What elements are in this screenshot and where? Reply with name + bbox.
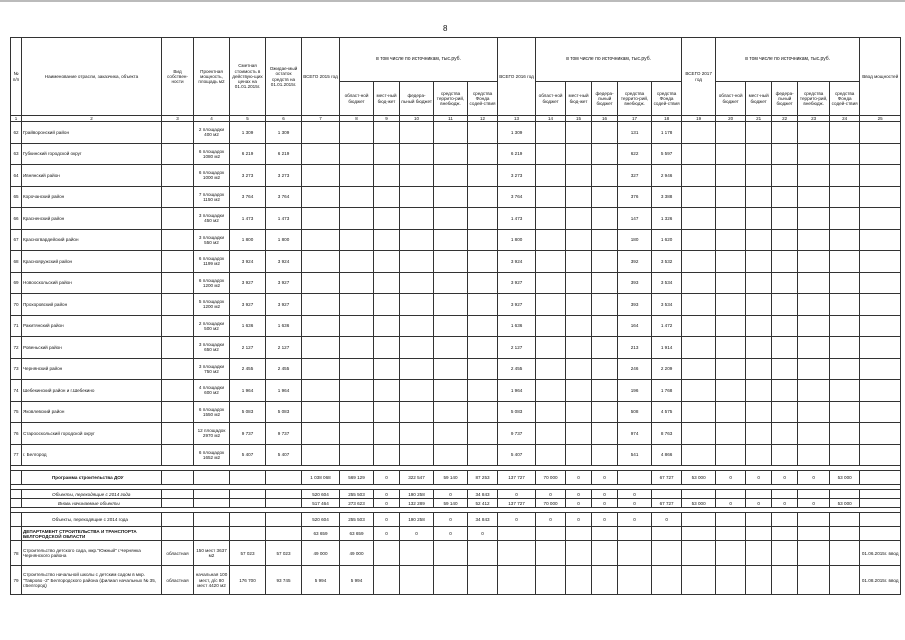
- cell-n: 74: [11, 380, 22, 402]
- column-index-cell: 5: [230, 116, 266, 122]
- cell-t16: 2 127: [498, 337, 536, 359]
- table-row: [11, 444, 901, 466]
- cell-rest: 9 737: [266, 423, 302, 445]
- cell-rest: 1 309: [266, 122, 302, 144]
- cell-tr16: 541: [618, 444, 652, 466]
- hdr-name: Наименование отрасли, заказчика, объекта: [22, 38, 162, 116]
- column-index-cell: 23: [798, 116, 830, 122]
- cell-name: Грайворонский район: [22, 122, 162, 144]
- hdr-sources-2015: в том числе по источникам, тыс.руб.: [340, 38, 498, 82]
- cell-cost: 1 800: [230, 229, 266, 251]
- cell-name: Яковлевский район: [22, 401, 162, 423]
- column-index-cell: 17: [618, 116, 652, 122]
- cell-tr16: 508: [618, 401, 652, 423]
- cell-cost: 3 273: [230, 165, 266, 187]
- cell-cap: 3 площадки 750 м2: [194, 358, 230, 380]
- table-row: [11, 380, 901, 402]
- column-index-cell: 15: [566, 116, 592, 122]
- cell-name: Краснояружский район: [22, 251, 162, 273]
- column-index-cell: 1: [11, 116, 22, 122]
- hdr-cost: Сметная стоимость в действую-щих ценах на 01.01.2015г.: [230, 38, 266, 116]
- summary-transitional-row: Объекты, переходящие с 2014 года 520 604 255 503 0 190 258 0 34 843 0 0 0 0 0: [11, 490, 901, 499]
- cell-fs16: 3 534: [652, 272, 682, 294]
- cell-fs16: 1 620: [652, 229, 682, 251]
- cell-cap: 3 площадки 450 м2: [194, 208, 230, 230]
- table-row: [11, 272, 901, 294]
- cell-t16: 9 737: [498, 423, 536, 445]
- cell-tr16: 180: [618, 229, 652, 251]
- cell-tr16: 164: [618, 315, 652, 337]
- cell-tr16: 376: [618, 186, 652, 208]
- cell-cost: 2 455: [230, 358, 266, 380]
- cell-n: 67: [11, 229, 22, 251]
- table-row: [11, 208, 901, 230]
- cell-cost: 5 083: [230, 401, 266, 423]
- cell-n: 69: [11, 272, 22, 294]
- column-index-cell: 12: [468, 116, 498, 122]
- hdr-federal-2015: федера-льный бюджет: [400, 82, 434, 116]
- top-scan-edge: [0, 0, 905, 2]
- table-row: [11, 122, 901, 144]
- cell-rest: 5 407: [266, 444, 302, 466]
- cell-name: Ивнянский район: [22, 165, 162, 187]
- table-row: [11, 315, 901, 337]
- cell-fs16: 2 946: [652, 165, 682, 187]
- cell-tr16: 622: [618, 143, 652, 165]
- cell-n: 76: [11, 423, 22, 445]
- column-index-cell: 19: [682, 116, 716, 122]
- cell-fs16: 1 178: [652, 122, 682, 144]
- hdr-sources-2016: в том числе по источникам, тыс.руб.: [536, 38, 682, 82]
- cell-n: 75: [11, 401, 22, 423]
- cell-cost: 1 309: [230, 122, 266, 144]
- cell-cost: 3 764: [230, 186, 266, 208]
- cell-tr16: 131: [618, 122, 652, 144]
- cell-name: г. Белгород: [22, 444, 162, 466]
- cell-fs16: 1 768: [652, 380, 682, 402]
- column-index-cell: 16: [592, 116, 618, 122]
- cell-name: Красногвардейский район: [22, 229, 162, 251]
- hdr-territory-2015: средства террито-рий, внебюдж.: [434, 82, 468, 116]
- hdr-regional-2016: област-ной бюджет: [536, 82, 566, 116]
- column-index-cell: 4: [194, 116, 230, 122]
- table-row: [11, 358, 901, 380]
- cell-n: 62: [11, 122, 22, 144]
- cell-tr16: 393: [618, 272, 652, 294]
- cell-n: 77: [11, 444, 22, 466]
- cell-name: Шебекинский район и г.Шебекино: [22, 380, 162, 402]
- table-row: [11, 401, 901, 423]
- cell-cap: 5 площадок 1200 м2: [194, 294, 230, 316]
- cell-cap: 3 площадки 550 м2: [194, 229, 230, 251]
- cell-cap: 12 площадок 2970 м2: [194, 423, 230, 445]
- cell-tr16: 196: [618, 380, 652, 402]
- cell-cap: 6 площадок 1080 м2: [194, 143, 230, 165]
- cell-t16: 1 800: [498, 229, 536, 251]
- table-row: [11, 143, 901, 165]
- cell-cost: 1 636: [230, 315, 266, 337]
- cell-t16: 3 273: [498, 165, 536, 187]
- column-index-cell: 22: [772, 116, 798, 122]
- cell-cost: 3 927: [230, 272, 266, 294]
- hdr-input: Ввод мощностей: [860, 38, 901, 116]
- cell-fs16: 4 866: [652, 444, 682, 466]
- cell-cost: 1 473: [230, 208, 266, 230]
- hdr-fund-2016: средства Фонда содей-ствия: [652, 82, 682, 116]
- hdr-capacity: Проектная мощность, площадь м2: [194, 38, 230, 116]
- cell-t16: 1 473: [498, 208, 536, 230]
- cell-t16: 3 924: [498, 251, 536, 273]
- cell-rest: 3 764: [266, 186, 302, 208]
- hdr-territory-2016: средства террито-рий, внебюдж.: [618, 82, 652, 116]
- table-row-79: 79 Строительство начальной школы с детским садом в мкр. "Таврово -2" Белгородского района (филиал начальных № 35, г.Белгород) областная начальная 100 мест, д/с 80 мест 4420 м2 176 700 93 745 5 994 5 994 01.08.2015г. ввод: [11, 566, 901, 595]
- column-index-cell: 21: [746, 116, 772, 122]
- column-index-cell: 24: [830, 116, 860, 122]
- table-row: [11, 186, 901, 208]
- page-number: 8: [443, 24, 448, 33]
- hdr-local-2017: мест-ный бюджет: [746, 82, 772, 116]
- hdr-remaining: Ожидае-мый остаток средств на 01.01.2015г.: [266, 38, 302, 116]
- cell-rest: 1 636: [266, 315, 302, 337]
- cell-name: Прохоровский район: [22, 294, 162, 316]
- cell-name: Корочанский район: [22, 186, 162, 208]
- cell-t16: 6 219: [498, 143, 536, 165]
- cell-n: 68: [11, 251, 22, 273]
- cell-cap: 4 площадки 600 м2: [194, 380, 230, 402]
- cell-t16: 1 636: [498, 315, 536, 337]
- hdr-ownership: Вид собствен-ности: [162, 38, 194, 116]
- cell-cost: 9 737: [230, 423, 266, 445]
- cell-name: Губкинский городской округ: [22, 143, 162, 165]
- cell-cost: 3 927: [230, 294, 266, 316]
- cell-tr16: 213: [618, 337, 652, 359]
- cell-t16: 1 964: [498, 380, 536, 402]
- cell-name: Ракитянский район: [22, 315, 162, 337]
- cell-t16: 3 927: [498, 272, 536, 294]
- cell-n: 66: [11, 208, 22, 230]
- cell-cost: 6 219: [230, 143, 266, 165]
- column-index-cell: 20: [716, 116, 746, 122]
- hdr-total-2015: ВСЕГО 2015 год: [302, 38, 340, 116]
- cell-fs16: 3 532: [652, 251, 682, 273]
- table-row: [11, 294, 901, 316]
- department-row: ДЕПАРТАМЕНТ СТРОИТЕЛЬСТВА И ТРАНСПОРТА БЕЛГОРОДСКОЙ ОБЛАСТИ 63 659 63 659 0 0 0 0: [11, 527, 901, 541]
- cell-n: 65: [11, 186, 22, 208]
- cell-rest: 3 927: [266, 272, 302, 294]
- cell-cap: 2 площадки 500 м2: [194, 315, 230, 337]
- cell-n: 64: [11, 165, 22, 187]
- summary-program-row: Программа строительства ДОУ 1 038 068 569 129 0 322 547 59 140 87 253 137 727 70 000 0 0 67 727 53 000 0 0 0 0 53 000: [11, 471, 901, 485]
- hdr-regional-2015: област-ной бюджет: [340, 82, 374, 116]
- cell-rest: 5 083: [266, 401, 302, 423]
- cell-tr16: 327: [618, 165, 652, 187]
- cell-fs16: 8 763: [652, 423, 682, 445]
- cell-t16: 1 309: [498, 122, 536, 144]
- hdr-fund-2017: средства Фонда содей-ствия: [830, 82, 860, 116]
- hdr-sources-2017: в том числе по источникам, тыс.руб.: [716, 38, 860, 82]
- table-row: [11, 337, 901, 359]
- summary-objects-2014-row: Объекты, переходящие с 2014 года 520 604 255 503 0 190 258 0 34 843 0 0 0 0 0 0: [11, 513, 901, 527]
- cell-cost: 5 407: [230, 444, 266, 466]
- cell-name: Красненский район: [22, 208, 162, 230]
- hdr-territory-2017: средства террито-рий, внебюдж.: [798, 82, 830, 116]
- cell-rest: 1 964: [266, 380, 302, 402]
- hdr-local-2015: мест-ный бюд-жет: [374, 82, 400, 116]
- cell-cap: 7 площадок 1150 м2: [194, 186, 230, 208]
- cell-cap: 3 площадки 650 м2: [194, 337, 230, 359]
- cell-cap: 6 площадок 1652 м2: [194, 444, 230, 466]
- cell-fs16: 1 914: [652, 337, 682, 359]
- cell-fs16: 2 209: [652, 358, 682, 380]
- cell-cost: 1 964: [230, 380, 266, 402]
- cell-tr16: 393: [618, 294, 652, 316]
- table-row: [11, 229, 901, 251]
- cell-cost: 2 127: [230, 337, 266, 359]
- column-index-cell: 3: [162, 116, 194, 122]
- column-index-cell: 11: [434, 116, 468, 122]
- cell-name: Старооскольский городской округ: [22, 423, 162, 445]
- cell-rest: 2 455: [266, 358, 302, 380]
- cell-rest: 2 127: [266, 337, 302, 359]
- cell-fs16: 3 388: [652, 186, 682, 208]
- cell-rest: 6 219: [266, 143, 302, 165]
- hdr-federal-2017: федера-льный бюджет: [772, 82, 798, 116]
- cell-cap: 2 площадки 400 м2: [194, 122, 230, 144]
- column-index-cell: 9: [374, 116, 400, 122]
- cell-fs16: 5 597: [652, 143, 682, 165]
- cell-cap: 6 площадок 1000 м2: [194, 165, 230, 187]
- hdr-federal-2016: федера-льный бюджет: [592, 82, 618, 116]
- cell-fs16: 1 472: [652, 315, 682, 337]
- cell-t16: 3 927: [498, 294, 536, 316]
- cell-rest: 1 800: [266, 229, 302, 251]
- cell-name: Новооскольский район: [22, 272, 162, 294]
- column-index-cell: 25: [860, 116, 901, 122]
- cell-tr16: 392: [618, 251, 652, 273]
- cell-n: 71: [11, 315, 22, 337]
- cell-rest: 3 273: [266, 165, 302, 187]
- column-index-cell: 14: [536, 116, 566, 122]
- cell-t16: 3 764: [498, 186, 536, 208]
- cell-cost: 3 924: [230, 251, 266, 273]
- cell-t16: 5 083: [498, 401, 536, 423]
- cell-fs16: 1 326: [652, 208, 682, 230]
- column-index-cell: 6: [266, 116, 302, 122]
- cell-rest: 3 927: [266, 294, 302, 316]
- hdr-regional-2017: област-ной бюджет: [716, 82, 746, 116]
- cell-tr16: 246: [618, 358, 652, 380]
- cell-tr16: 974: [618, 423, 652, 445]
- column-index-cell: 10: [400, 116, 434, 122]
- investment-table: [10, 37, 901, 595]
- cell-tr16: 147: [618, 208, 652, 230]
- cell-name: Чернянский район: [22, 358, 162, 380]
- hdr-total-2016: ВСЕГО 2016 год: [498, 38, 536, 116]
- cell-rest: 1 473: [266, 208, 302, 230]
- cell-rest: 3 924: [266, 251, 302, 273]
- cell-name: Ровеньский район: [22, 337, 162, 359]
- cell-cap: 6 площадок 1200 м2: [194, 272, 230, 294]
- cell-t16: 5 407: [498, 444, 536, 466]
- hdr-total-2017: ВСЕГО 2017 год: [682, 38, 716, 116]
- cell-cap: 6 площадок 1550 м2: [194, 401, 230, 423]
- table-row: [11, 165, 901, 187]
- hdr-local-2016: мест-ный бюд-жет: [566, 82, 592, 116]
- hdr-fund-2015: средства Фонда содей-ствия: [468, 82, 498, 116]
- table-row: [11, 251, 901, 273]
- cell-n: 63: [11, 143, 22, 165]
- column-index-cell: 8: [340, 116, 374, 122]
- column-index-cell: 2: [22, 116, 162, 122]
- column-index-cell: 18: [652, 116, 682, 122]
- column-index-cell: 13: [498, 116, 536, 122]
- cell-n: 73: [11, 358, 22, 380]
- cell-fs16: 4 575: [652, 401, 682, 423]
- cell-n: 72: [11, 337, 22, 359]
- cell-fs16: 3 534: [652, 294, 682, 316]
- table-row-78: 78 Строительство детского сада, мкр."Южный" г.Чернянка Чернянского района областная 150 мест 3637 м2 57 023 57 023 49 000 49 000 01.06.2015г. ввод: [11, 541, 901, 566]
- hdr-num: № п/п: [11, 38, 22, 116]
- cell-cap: 6 площадок 1199 м2: [194, 251, 230, 273]
- summary-new-objects-row: Вновь начинаемые объекты 517 464 273 623 0 132 289 59 140 52 412 137 727 70 000 0 0 0 67 727 53 000 0 0 0 0 53 000: [11, 499, 901, 508]
- table-row: [11, 423, 901, 445]
- cell-t16: 2 455: [498, 358, 536, 380]
- cell-n: 70: [11, 294, 22, 316]
- column-index-cell: 7: [302, 116, 340, 122]
